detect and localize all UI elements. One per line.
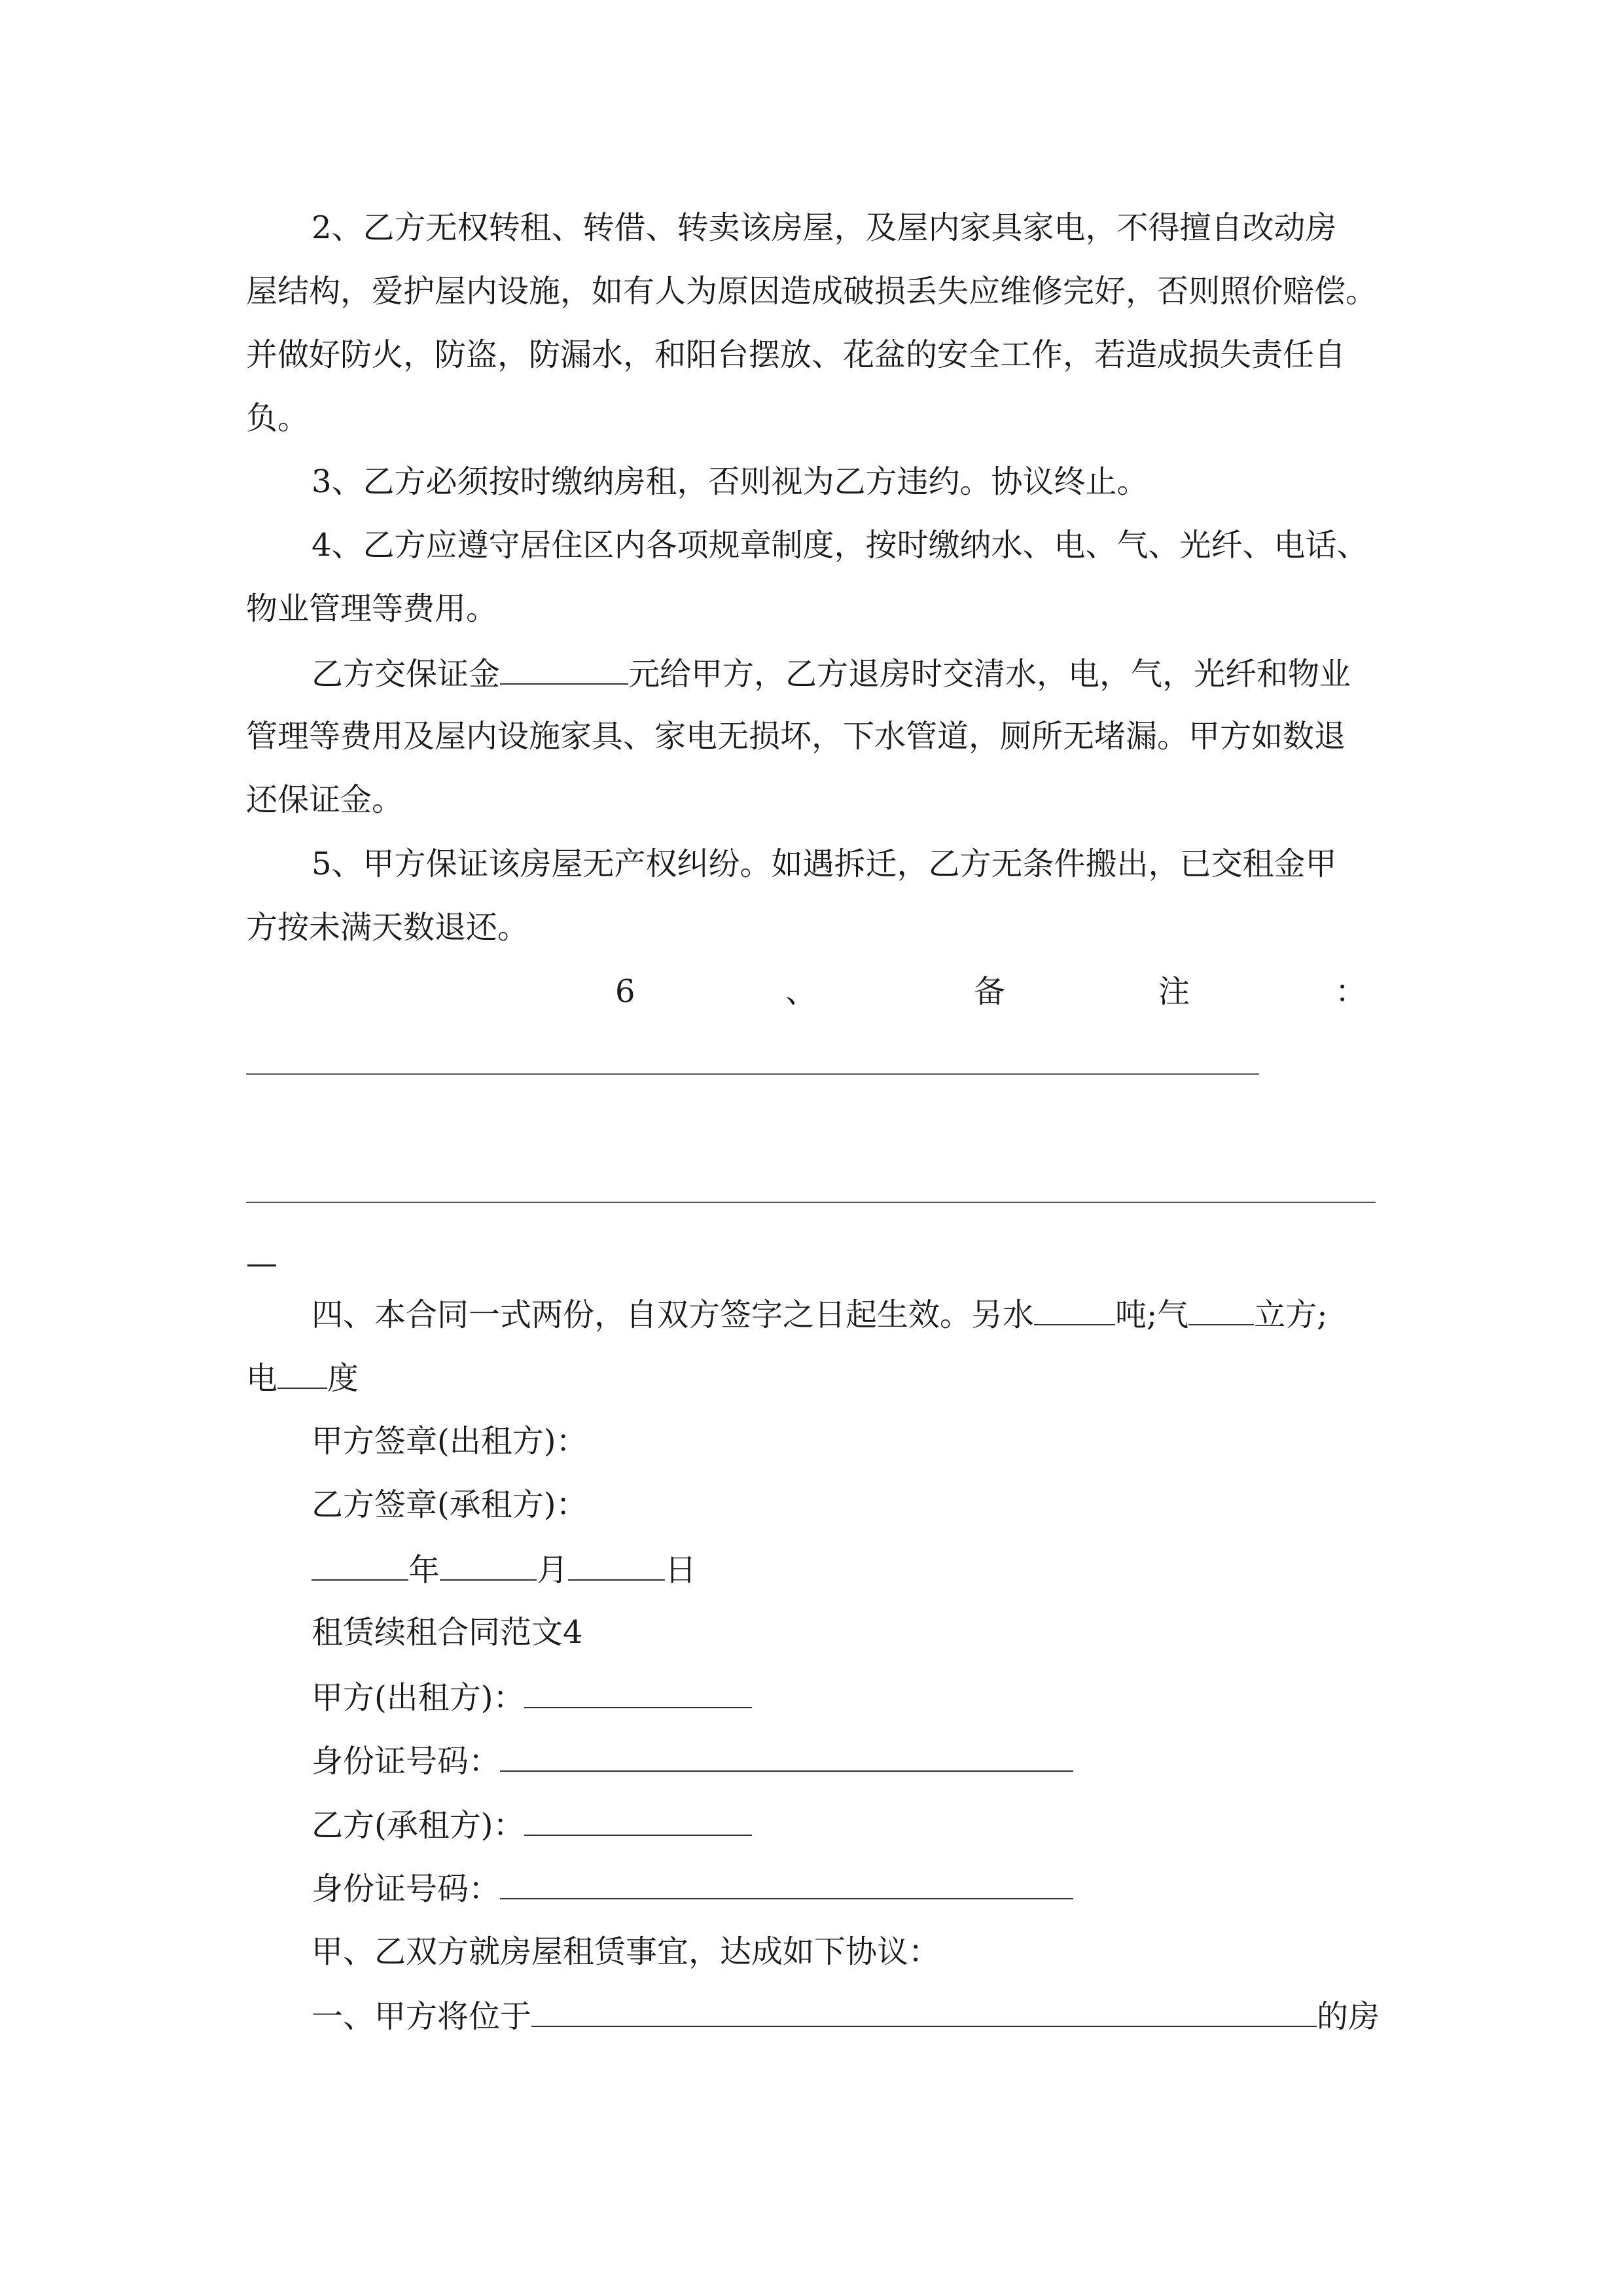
clause-2-line-3: 并做好防火，防盗，防漏水，和阳台摆放、花盆的安全工作，若造成损失责任自: [246, 336, 1346, 373]
remarks-tail-dash: —: [246, 1245, 277, 1282]
lessee-id-label: 身份证号码：: [312, 1871, 501, 1907]
clause-2-line-2: 屋结构，爱护屋内设施，如有人为原因造成破损丢失应维修完好，否则照价赔偿。: [246, 273, 1378, 310]
lessee-id-row: [312, 1868, 1073, 1909]
remarks-char-1: 备: [974, 973, 1006, 1010]
signature-date: [312, 1549, 696, 1590]
deposit-amount-blank[interactable]: [500, 653, 628, 685]
lessor-blank[interactable]: [524, 1677, 752, 1708]
lessor-label: 甲方(出租方)：: [312, 1679, 525, 1716]
month-label: 月: [537, 1552, 569, 1588]
clause-four-text: 四、本合同一式两份，自双方签字之日起生效。另水: [312, 1297, 1035, 1333]
lessor-id-blank[interactable]: [500, 1740, 1073, 1772]
clause-four-line-1: [312, 1294, 1327, 1335]
property-location-blank[interactable]: [531, 1996, 1317, 2027]
remarks-separator: 、: [785, 973, 817, 1010]
day-label: 日: [665, 1552, 697, 1588]
clause-5-line-2: 方按未满天数退还。: [246, 909, 529, 946]
year-blank[interactable]: [312, 1549, 408, 1581]
lessor-row: [312, 1677, 752, 1717]
clause-3: 3、乙方必须按时缴纳房租，否则视为乙方违约。协议终止。: [312, 463, 1149, 500]
deposit-line-2: 管理等费用及屋内设施家具、家电无损坏，下水管道，厕所无堵漏。甲方如数退: [246, 718, 1346, 755]
degree-label: 度: [327, 1360, 359, 1397]
remarks-blank-line-1[interactable]: [246, 1073, 1259, 1075]
electricity-blank[interactable]: [277, 1357, 327, 1389]
lessor-signature-label: 甲方签章(出租方)：: [312, 1423, 588, 1460]
contract-4-title: 租赁续租合同范文4: [312, 1614, 583, 1651]
remarks-colon: ：: [1335, 973, 1367, 1010]
cubic-label: 立方;: [1254, 1297, 1328, 1333]
clause-2-line-1: 2、乙方无权转租、转借、转卖该房屋，及屋内家具家电，不得擅自改动房: [312, 209, 1337, 246]
water-blank[interactable]: [1034, 1294, 1115, 1325]
electricity-label: 电: [246, 1360, 278, 1397]
lessee-blank[interactable]: [524, 1804, 752, 1836]
lessor-id-label: 身份证号码：: [312, 1743, 501, 1780]
lessee-row: [312, 1804, 752, 1845]
item-1-line: [312, 1996, 1380, 2036]
lessee-signature-label: 乙方签章(承租方)：: [312, 1486, 588, 1523]
lessee-label: 乙方(承租方)：: [312, 1807, 525, 1844]
clause-4-line-2: 物业管理等费用。: [246, 590, 498, 627]
deposit-suffix: 元给甲方，乙方退房时交清水，电，气，光纤和物业: [628, 656, 1351, 692]
item-1-prefix: 一、甲方将位于: [312, 1998, 532, 2035]
year-label: 年: [408, 1552, 440, 1588]
day-blank[interactable]: [568, 1549, 665, 1581]
lessee-id-blank[interactable]: [500, 1868, 1073, 1899]
deposit-prefix: 乙方交保证金: [312, 656, 501, 692]
clause-4-line-1: 4、乙方应遵守居住区内各项规章制度，按时缴纳水、电、气、光纤、电话、: [312, 527, 1368, 564]
clause-2-line-4: 负。: [246, 400, 310, 437]
remarks-blank-line-2[interactable]: [246, 1202, 1376, 1203]
remarks-char-2: 注: [1158, 973, 1190, 1010]
item-1-suffix: 的房: [1317, 1998, 1380, 2035]
clause-5-line-1: 5、甲方保证该房屋无产权纠纷。如遇拆迁，乙方无条件搬出，已交租金甲: [312, 846, 1337, 882]
agreement-intro: 甲、乙双方就房屋租赁事宜，达成如下协议：: [312, 1933, 940, 1970]
gas-blank[interactable]: [1188, 1294, 1254, 1325]
ton-label: 吨;气: [1115, 1297, 1189, 1333]
clause-four-line-2: [246, 1357, 359, 1398]
deposit-line-3: 还保证金。: [246, 781, 404, 818]
remarks-number: 6: [615, 973, 635, 1010]
month-blank[interactable]: [440, 1549, 537, 1581]
deposit-line-1: [312, 653, 1351, 694]
lessor-id-row: [312, 1740, 1073, 1781]
